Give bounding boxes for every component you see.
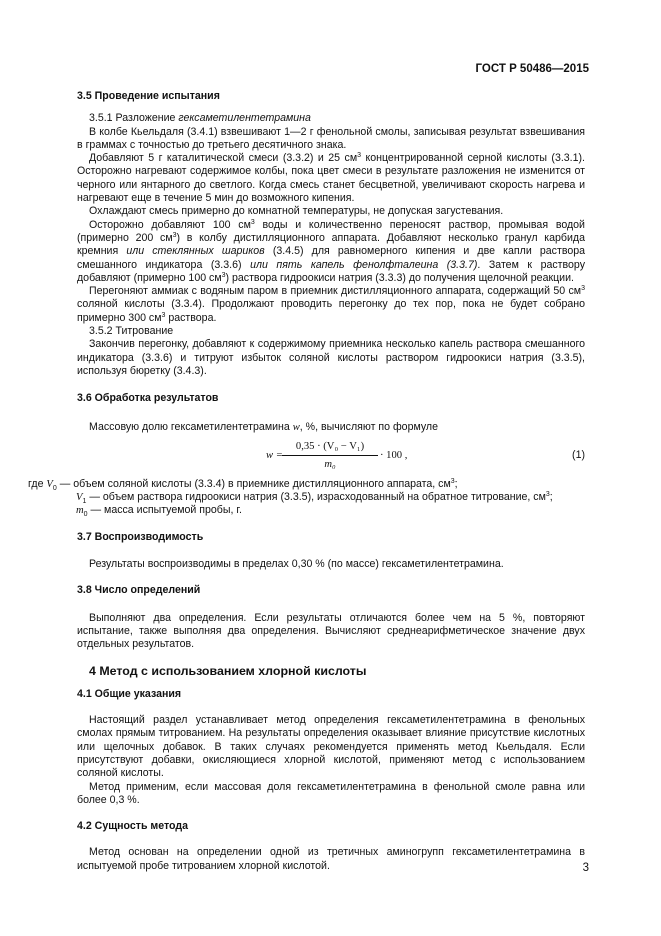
formula-legend: [0, 478, 588, 518]
paragraph: Метод основан на определении одной из третичных аминогрупп гексаметилентетрамина в испытуемой пробе титрованием хлорной кислотой.: [77, 846, 585, 872]
formula-numerator: 0,35 · (V₀ − V₁): [282, 440, 378, 456]
subsection-3-5-1-title: 3.5.1 Разложение гексаметилентетрамина: [89, 112, 311, 125]
formula-lhs: w =: [266, 449, 283, 461]
formula-fraction: [282, 440, 378, 472]
section-3-8-title: 3.8 Число определений: [77, 584, 201, 597]
section-3-7-title: 3.7 Воспроизводимость: [77, 530, 204, 543]
paragraph: Результаты воспроизводимы в пределах 0,30 % (по массе) гексаметилентетрамина.: [89, 558, 504, 571]
section-4-2-title: 4.2 Сущность метода: [77, 820, 189, 833]
page-content: [28, 90, 586, 873]
legend-v0: где $V_0$ — объем соляной кислоты (3.3.4) в приемнике дистилляционного аппарата, $см^3$;: [28, 477, 458, 492]
formula-number: (1): [572, 448, 585, 461]
formula-tail: · 100 ,: [380, 449, 408, 461]
paragraph: Перегоняют аммиак с водяным паром в приемник дистилляционного аппарата, содержащий 50 $см^3$ соляной кислоты (3.3.4). Продолжают проводить перегонку до тех пор, пока не будет собрано примерно 300 $см^3$ раствора.: [77, 285, 585, 324]
section-3-5-title: 3.5 Проведение испытания: [77, 90, 220, 102]
subsection-3-5-2-title: 3.5.2 Титрование: [89, 325, 174, 338]
paragraph: Массовую долю гексаметилентетрамина w, %, вычисляют по формуле: [89, 420, 439, 433]
legend-v1: $V_1$ — объем раствора гидроокиси натрия (3.3.5), израсходованный на обратное титрование, $см^3$;: [76, 491, 553, 506]
paragraph: Настоящий раздел устанавливает метод определения гексаметилентетрамина в фенольных смолах прямым титрованием. На результаты определения оказывает влияние присутствие кислотных или щелочных добавок. В таких случаях рекомендуется применять метод Кьельдаля. Если присутствуют добавки, окисляющиеся хлорной кислотой, применяют метод с использованием соляной кислоты.: [77, 714, 585, 780]
section-3-6-title: 3.6 Обработка результатов: [77, 392, 219, 405]
paragraph: Осторожно добавляют 100 $см^3$ воды и количественно переносят раствор, промывая водой (примерно 200 $см^3$) в колбу дистилляционного аппарата. Добавляют несколько гранул карбида кремния или стеклянных шариков (3.4.5) для равномерного кипения и две капли раствора смешанного индикатора (3.3.6) или пять капель фенолфталеина (3.3.7). Затем к раствору добавляют (примерно 100 $см^3$) раствора гидроокиси натрия (3.3.3) до получения щелочной реакции.: [77, 218, 586, 284]
paragraph: Метод применим, если массовая доля гексаметилентетрамина в фенольной смоле равна или более 0,3 %.: [77, 780, 585, 806]
paragraph: Охлаждают смесь примерно до комнатной температуры, не допуская загустевания.: [89, 205, 504, 218]
paragraph: Добавляют 5 г каталитической смеси (3.3.2) и 25 $см^3$ концентрированной серной кислоты (3.3.1). Осторожно нагревают содержимое колбы, пока цвет смеси в результате разложения не изменится от черного или янтарного до светлого. Когда смесь станет бесцветной, увеличивают скорость нагрева и нагревают еще в течение 5 мин до возможного кипения.: [77, 152, 585, 205]
document-id: ГОСТ Р 50486—2015: [475, 63, 589, 75]
legend-m0: $m_0$ — масса испытуемой пробы, г.: [76, 504, 242, 519]
section-4-1-title: 4.1 Общие указания: [77, 687, 182, 700]
section-4-title: 4 Метод с использованием хлорной кислоты: [89, 663, 367, 678]
paragraph: Выполняют два определения. Если результаты отличаются более чем на 5 %, повторяют испытание, также выполняя два определения. Вычисляют среднеарифметическое значение двух отдельных результатов.: [77, 611, 585, 651]
formula-denominator: m₀: [324, 459, 336, 471]
formula-1: [77, 440, 585, 474]
paragraph: Закончив перегонку, добавляют к содержимому приемника несколько капель раствора смешанного индикатора (3.3.6) и титруют избыток соляной кислоты раствором гидроокиси натрия (3.3.5), используя бюретку (3.4.3).: [77, 338, 585, 377]
page-number: 3: [582, 862, 589, 874]
paragraph: В колбе Кьельдаля (3.4.1) взвешивают 1—2 г фенольной смолы, записывая результат взвешивания в граммах с точностью до третьего десятичного знака.: [77, 125, 585, 151]
